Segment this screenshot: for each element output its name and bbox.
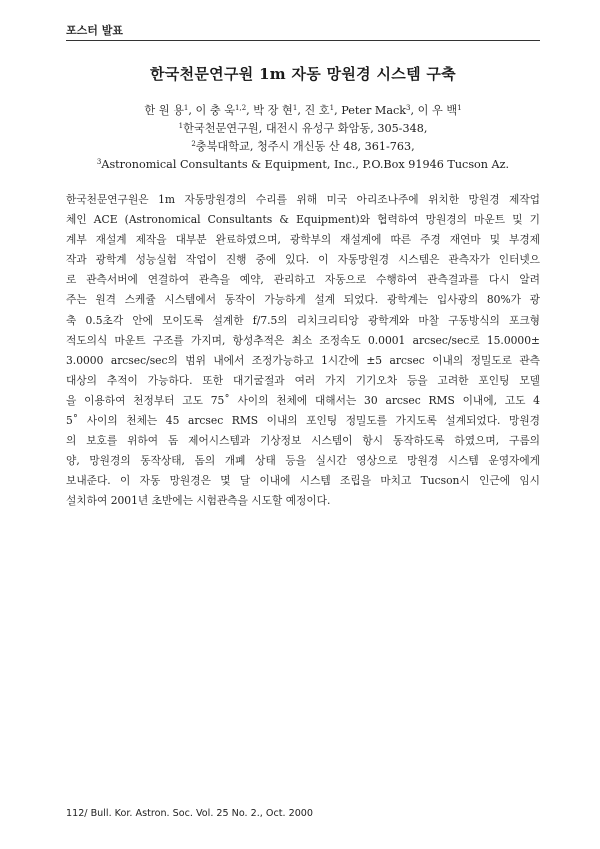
abstract-line: 대상의 추적이 가능하다. 또한 대기굴절과 여러 가지 기기오차 등을 고려한 포인팅 모델 [66,373,540,387]
author-list [60,103,546,119]
abstract-line: 양, 망원경의 동작상태, 돔의 개폐 상태 등을 실시간 영상으로 망원경 시스템 운영자에게 [66,454,540,468]
abstract-line: 체인 ACE (Astronomical Consultants & Equipment)와 협력하여 망원경의 마운트 및 기 [66,213,540,227]
author: 진 호$^1$, [304,104,342,117]
abstract-line: 설치하여 2001년 초반에는 시험관측을 시도할 예정이다. [66,494,331,508]
affiliation: $^2$충북대학교, 청주시 개신동 산 48, 361-763, [191,140,415,153]
author: 이 충 욱$^{1,2}$, [195,104,254,117]
abstract-line: 보내준다. 이 자동 망원경은 몇 달 이내에 시스템 조립을 마치고 Tucson시 인근에 임시 [66,474,540,488]
abstract-line: 적도의식 마운트 구조를 가지며, 항성추적은 최소 조정속도 0.0001 arcsec/sec로 15.0000± [66,333,540,347]
journal-citation: 112/ Bull. Kor. Astron. Soc. Vol. 25 No. 2., Oct. 2000 [66,808,314,819]
abstract-line: 작과 광학계 성능실험 작업이 진행 중에 있다. 이 자동망원경 시스템은 관측자가 인터넷으 [66,253,540,267]
author: 한 원 용$^1$, [144,104,196,117]
abstract-line: 3.0000 arcsec/sec의 범위 내에서 조정가능하고 1시간에 ±5 arcsec 이내의 정밀도로 관측 [66,353,540,367]
abstract-line: 5˚ 사이의 천체는 45 arcsec RMS 이내의 포인팅 정밀도를 가지도록 설계되었다. 망원경 [66,414,540,428]
abstract-line: 주는 원격 스케쥴 시스템에서 동작이 가능하게 설계 되었다. 광학계는 입사광의 80%가 광 [66,293,540,307]
section-label: 포스터 발표 [66,24,123,37]
abstract-line: 축 0.5초각 안에 모이도록 설계한 f/7.5의 리치크리티앙 광학계와 마찰 구동방식의 포크형 [66,313,540,327]
affiliation: $^1$한국천문연구원, 대전시 유성구 화암동, 305-348, [178,122,428,135]
abstract [66,190,540,512]
abstract-line: 의 보호를 위하여 돔 제어시스템과 기상정보 시스템이 항시 동작하도록 하였으며, 구름의 [66,434,540,448]
paper-title: 한국천문연구원 1m 자동 망원경 시스템 구축 [150,65,456,83]
abstract-line: 한국천문연구원은 1m 자동망원경의 수리를 위해 미국 아리조나주에 위치한 망원경 제작업 [66,193,540,206]
header-rule [66,40,540,41]
author: 박 장 현$^1$, [253,104,305,117]
author: Peter Mack$^3$, [341,104,418,117]
author: 이 우 백$^1$ [417,104,462,117]
abstract-line: 을 이용하여 천정부터 고도 75˚ 사이의 천체에 대해서는 30 arcsec RMS 이내에, 고도 4 [66,393,540,407]
abstract-line: 계부 재설계 제작을 대부분 완료하였으며, 광학부의 재설계에 따른 주경 재연마 및 부경제 [66,233,540,247]
affiliation: $^3$Astronomical Consultants & Equipment, Inc., P.O.Box 91946 Tucson Az. [96,158,510,171]
abstract-line: 로 관측서버에 연결하여 관측을 예약, 관리하고 자동으로 수행하여 관측결과를 다시 알려 [66,273,540,287]
